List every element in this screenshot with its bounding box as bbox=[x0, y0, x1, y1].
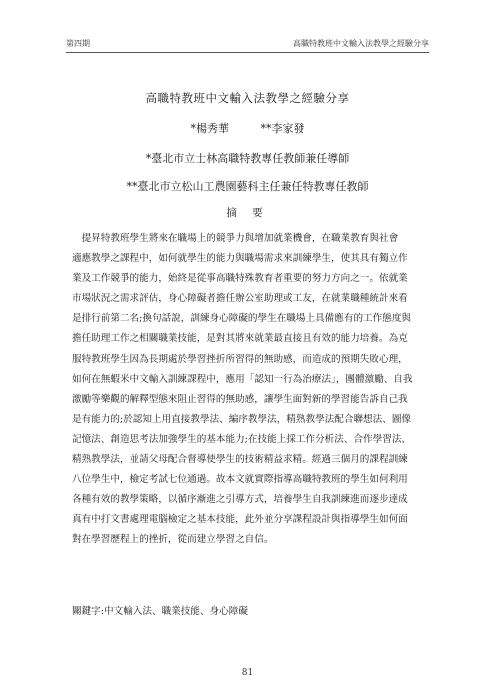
abstract-line: 提昇特教班學生將來在職場上的競爭力與增加就業機會，在職業教育與社會 bbox=[72, 233, 399, 244]
abstract-line: 服特教班學生因為長期處於學習挫折所習得的無助感，而造成的預期失敗心理， bbox=[72, 353, 408, 365]
abstract-line: 市場狀況之需求評估，身心障礙者擔任辦公室助理或工友，在就業職種統計來看 bbox=[72, 293, 408, 305]
abstract-heading: 摘 要 bbox=[226, 207, 269, 219]
running-head bbox=[66, 38, 429, 49]
abstract-line: 適應教學之課程中，如何就學生的能力與職場需求來訓練學生，使其具有獨立作 bbox=[72, 253, 408, 265]
abstract-line: 記憶法、創造思考法加強學生的基本能力;在技能上採工作分析法、合作學習法、 bbox=[72, 433, 412, 445]
header-rule bbox=[66, 52, 429, 53]
abstract-line: 各種有效的教學策略，以循序漸進之引導方式，培養學生自我訓練進而逐步達成 bbox=[72, 494, 408, 506]
abstract-line: 是排行前第二名;換句話說，訓練身心障礙的學生在職場上具備應有的工作態度與 bbox=[72, 313, 412, 325]
affiliation-2: **臺北市立松山工農園藝科主任兼任特教專任教師 bbox=[126, 180, 369, 193]
abstract-line: 是有能力的;於認知上用直接教學法、編序教學法，精熟教學法配合聯想法、圖像 bbox=[72, 413, 412, 425]
abstract-line: 精熟教學法，並請父母配合督導使學生的技術精益求精。經過三個月的課程訓練 bbox=[72, 454, 408, 466]
abstract-line: 真有中打文書處理電腦檢定之基本技能，此外並分享課程設計與指導學生如何面 bbox=[72, 514, 408, 526]
keywords: 關鍵字:中文輸入法、職業技能、身心障礙 bbox=[72, 606, 248, 617]
abstract-line: 對在學習歷程上的挫折，從而建立學習之自信。 bbox=[72, 534, 274, 546]
running-head-left: 第四期 bbox=[66, 39, 90, 48]
running-head-right: 高職特教班中文輸入法教學之經驗分享 bbox=[293, 39, 429, 48]
page-number: 81 bbox=[241, 668, 254, 678]
abstract-line: 擔任助理工作之相關職業技能，是對其將來就業最直接且有效的能力培養。為克 bbox=[72, 333, 408, 345]
abstract-line: 業及工作競爭的能力，始終是從事高職特殊教育者重要的努力方向之一。依就業 bbox=[72, 273, 408, 285]
abstract-line: 八位學生中，檢定考試七位通過。故本文就實際指導高職特教班的學生如何利用 bbox=[72, 474, 408, 486]
abstract-body bbox=[72, 229, 424, 551]
abstract-line: 激勵等樂觀的解釋型態來阻止習得的無助感，讓學生面對新的學習能告訴自己我 bbox=[72, 393, 408, 405]
author-1: *楊秀華 bbox=[190, 122, 229, 135]
author-list bbox=[60, 120, 435, 136]
paper-title: 高職特教班中文輸入法教學之經驗分享 bbox=[145, 91, 350, 105]
abstract-line: 如何在無蝦米中文輸入訓練課程中，應用「認知一行為治療法」，團體激勵、自我 bbox=[72, 373, 413, 385]
affiliation-1: *臺北市立士林高職特教專任教師兼任導師 bbox=[145, 152, 350, 165]
author-2: **李家發 bbox=[260, 122, 305, 135]
